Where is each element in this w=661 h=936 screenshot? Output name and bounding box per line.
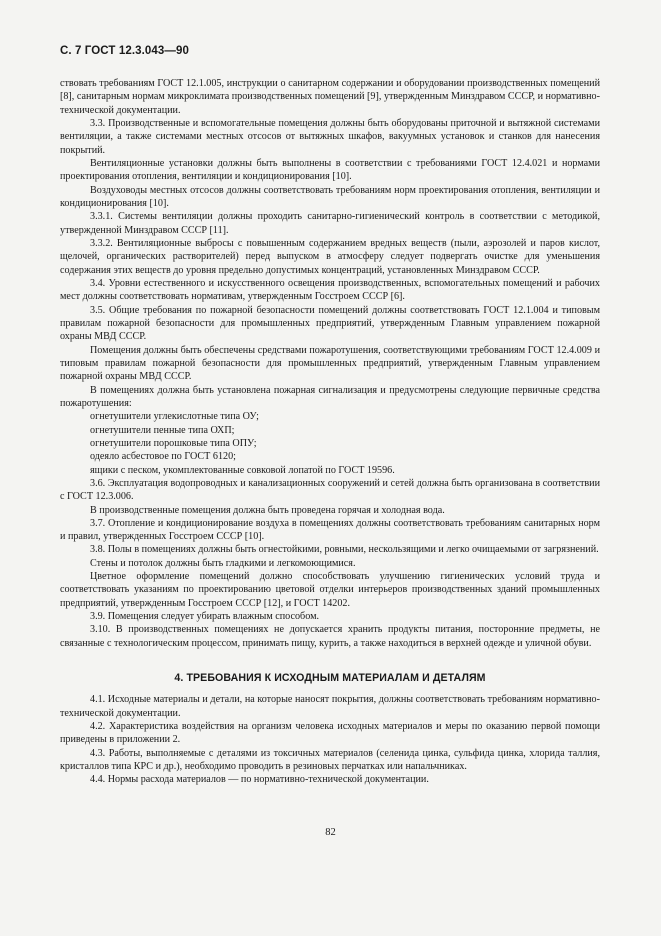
page-number: 82 [325, 827, 336, 838]
list-item: одеяло асбестовое по ГОСТ 6120; [90, 451, 236, 463]
paragraph: 3.8. Полы в помещениях должны быть огнестойкими, ровными, нескользящими и легко очищаемыми от загрязнений. [90, 544, 599, 556]
paragraph: Стены и потолок должны быть гладкими и легкомоющимися. [90, 557, 356, 569]
paragraph: 3.6. Эксплуатация водопроводных и канализационных сооружений и сетей должна быть организована в соответствии с ГОСТ 12.3.006. [60, 477, 600, 503]
paragraph: Вентиляционные установки должны быть выполнены в соответствии с требованиями ГОСТ 12.4.021 и нормами проектирования отопления, вентиляции и кондиционирования [10]. [60, 157, 600, 183]
list-item: ящики с песком, укомплектованные совковой лопатой по ГОСТ 19596. [90, 464, 395, 476]
paragraph: Помещения должны быть обеспечены средствами пожаротушения, соответствующими требованиям ГОСТ 12.4.009 и типовым правилам пожарной безопасности для промышленных предприятий, утвержденным Главным управлением пожарной охраны МВД СССР. [60, 344, 600, 383]
paragraph: 3.3.2. Вентиляционные выбросы с повышенным содержанием вредных веществ (пыли, аэрозолей и паров кислот, щелочей, органических растворителей) перед выпуском в атмосферу следует подвергать очистке для уменьшения содержания этих веществ до уровня предельно допустимых концентраций, установленных Минздравом СССР. [60, 237, 600, 276]
document-body [60, 77, 600, 787]
paragraph: 3.3. Производственные и вспомогательные помещения должны быть оборудованы приточной и вытяжной системами вентиляции, а также системами местных отсосов от вытяжных шкафов, вакуумных установок и станков для нанесения покрытий. [60, 117, 600, 156]
paragraph: 4.4. Нормы расхода материалов — по нормативно-технической документации. [90, 774, 429, 786]
paragraph: 3.3.1. Системы вентиляции должны проходить санитарно-гигиенический контроль в соответствии с методикой, утвержденной Минздравом СССР [11]. [60, 211, 600, 236]
page-header: С. 7 ГОСТ 12.3.043—90 [60, 45, 189, 57]
list-item: огнетушители порошковые типа ОПУ; [90, 437, 257, 449]
paragraph: 3.4. Уровни естественного и искусственного освещения производственных, вспомогательных помещений и рабочих мест должны соответствовать нормативам, утвержденным Госстроем СССР [6]. [60, 277, 600, 303]
section-title: 4. ТРЕБОВАНИЯ К ИСХОДНЫМ МАТЕРИАЛАМ И ДЕТАЛЯМ [174, 672, 486, 685]
paragraph: Цветное оформление помещений должно способствовать улучшению гигиенических условий труда и соответствовать указаниям по проектированию цветовой отделки интерьеров производственных зданий промышленных предприятий, утвержденным Госстроем СССР [12], и ГОСТ 14202. [60, 571, 600, 609]
paragraph: Воздуховоды местных отсосов должны соответствовать требованиям норм проектирования отопления, вентиляции и кондиционирования [10]. [60, 184, 600, 209]
paragraph: 4.3. Работы, выполняемые с деталями из токсичных материалов (селенида цинка, сульфида цинка, хлорида таллия, кристаллов типа КРС и др.), необходимо проводить в резиновых перчатках или напальчниках. [60, 747, 600, 773]
paragraph: 3.9. Помещения следует убирать влажным способом. [90, 611, 320, 623]
paragraph: 3.7. Отопление и кондиционирование воздуха в помещениях должны соответствовать требованиям санитарных норм и правил, утвержденных Госстроем СССР [10]. [60, 517, 600, 543]
list-item: огнетушители углекислотные типа ОУ; [90, 411, 259, 423]
paragraph: 4.1. Исходные материалы и детали, на которые наносят покрытия, должны соответствовать требованиям нормативно-технической документации. [60, 694, 600, 719]
paragraph: ствовать требованиям ГОСТ 12.1.005, инструкции о санитарном содержании и оборудовании производственных помещений [8], санитарным нормам микроклимата производственных помещений [9], утвержденным Минздравом СССР, и нормативно-технической документации. [60, 78, 600, 116]
paragraph: 3.5. Общие требования по пожарной безопасности помещений должны соответствовать ГОСТ 12.1.004 и типовым правилам пожарной безопасности для промышленных предприятий, утвержденным Главным управлением пожарной охраны МВД СССР. [60, 304, 600, 343]
paragraph: В производственные помещения должна быть проведена горячая и холодная вода. [90, 504, 445, 516]
list-item: огнетушители пенные типа ОХП; [90, 424, 235, 436]
paragraph: 4.2. Характеристика воздействия на организм человека исходных материалов и меры по оказанию первой помощи приведены в приложении 2. [60, 721, 600, 746]
paragraph: 3.10. В производственных помещениях не допускается хранить продукты питания, посторонние предметы, не связанные с технологическим процессом, принимать пищу, курить, а также находиться в верхней одежде и уличной обуви. [60, 624, 600, 649]
paragraph: В помещениях должна быть установлена пожарная сигнализация и предусмотрены следующие первичные средства пожаротушения: [60, 384, 600, 409]
